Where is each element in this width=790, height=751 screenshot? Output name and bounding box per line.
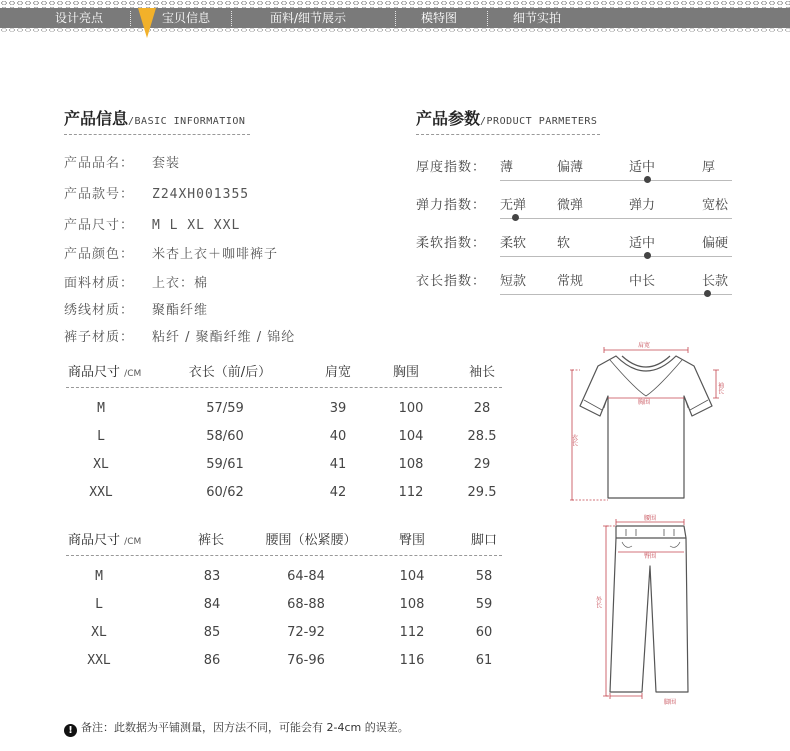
pants-hem-label: 脚围	[664, 699, 677, 706]
bottom_table-cell: 108	[399, 597, 425, 612]
top_table-cell: M	[97, 401, 105, 416]
bottom_table-cell: 64-84	[287, 569, 325, 584]
pants-measure-diagram	[596, 512, 706, 712]
top_table-cell: 104	[398, 429, 424, 444]
bottom_table-cell: 76-96	[287, 653, 325, 668]
top_table-cell: XXL	[89, 485, 113, 500]
measurement-note	[64, 719, 409, 737]
bottom_table-cell: XL	[91, 625, 107, 640]
param-key: 柔软指数：	[416, 236, 487, 251]
bottom-col-hip: 臀围	[398, 533, 426, 548]
bottom_table-cell: XXL	[87, 653, 111, 668]
bottom_table-cell: 60	[475, 625, 493, 640]
bottom-table-divider	[66, 555, 502, 556]
top_table-cell: 29.5	[467, 485, 497, 500]
nav-bar	[0, 8, 790, 28]
tshirt-length-label: 衣长	[570, 434, 578, 446]
bottom_table-cell: M	[95, 569, 103, 584]
param-option: 长款	[702, 274, 729, 289]
top_table-cell: 39	[329, 401, 347, 416]
top_table-cell: 28.5	[467, 429, 497, 444]
top_table-cell: 57/59	[206, 401, 244, 416]
nav-separator	[231, 11, 232, 26]
info-row-name: 产品品名： 套装	[64, 156, 181, 171]
info-row-color: 产品颜色： 米杏上衣＋咖啡裤子	[64, 247, 279, 262]
top-col-sleeve: 袖长	[468, 365, 496, 380]
param-option: 偏硬	[702, 236, 729, 251]
param-option: 弹力	[629, 198, 656, 213]
bottom_table-cell: 112	[399, 625, 425, 640]
bottom-col-length: 裤长	[197, 533, 225, 548]
bottom_table-cell: 59	[475, 597, 493, 612]
param-option: 柔软	[500, 236, 527, 251]
info-row-sizes: 产品尺寸： M L XL XXL	[64, 218, 241, 233]
param-scale-line	[500, 256, 732, 257]
product-params-underline	[416, 134, 600, 135]
nav-separator	[487, 11, 488, 26]
param-option: 偏薄	[557, 160, 584, 175]
param-option: 微弹	[557, 198, 584, 213]
param-selected-dot	[644, 176, 651, 183]
nav-bottom-chain-border	[0, 27, 790, 33]
top_table-cell: 59/61	[206, 457, 244, 472]
param-key: 弹力指数：	[416, 198, 487, 213]
bottom_table-cell: 104	[399, 569, 425, 584]
nav-top-chain-border	[0, 0, 790, 8]
product-info-underline	[64, 134, 250, 135]
top_table-cell: L	[97, 429, 105, 444]
param-option: 宽松	[702, 198, 729, 213]
bottom-table-title: 商品尺寸 /CM	[68, 533, 142, 548]
info-row-style-number: 产品款号： Z24XH001355	[64, 187, 250, 202]
nav-separator	[395, 11, 396, 26]
nav-tab-fabric-details[interactable]: 面料/细节展示	[270, 11, 347, 25]
param-selected-dot	[704, 290, 711, 297]
top_table-cell: 58/60	[206, 429, 244, 444]
param-option: 无弹	[500, 198, 527, 213]
tshirt-chest-label: 胸围	[638, 399, 651, 406]
bottom-col-hem: 脚口	[470, 533, 498, 548]
top_table-cell: 108	[398, 457, 424, 472]
top_table-cell: 100	[398, 401, 424, 416]
bottom-col-waist: 腰围（松紧腰）	[265, 533, 357, 548]
pants-length-label: 外长	[594, 596, 602, 608]
product-info-title: 产品信息/BASIC INFORMATION	[64, 109, 246, 128]
bottom_table-cell: 116	[399, 653, 425, 668]
pants-waist-label: 腰围	[644, 515, 657, 522]
param-key: 厚度指数：	[416, 160, 487, 175]
product-params-title: 产品参数/PRODUCT PARMETERS	[416, 109, 598, 128]
param-key: 衣长指数：	[416, 274, 487, 289]
nav-tab-design-highlights[interactable]: 设计亮点	[55, 11, 104, 25]
param-option: 薄	[500, 160, 514, 175]
warning-icon: !	[64, 724, 77, 737]
param-scale-line	[500, 180, 732, 181]
top_table-cell: 60/62	[206, 485, 244, 500]
bottom_table-cell: 83	[203, 569, 221, 584]
top-col-length: 衣长（前/后）	[188, 365, 272, 380]
tshirt-measure-diagram	[570, 338, 730, 508]
top_table-cell: 42	[329, 485, 347, 500]
param-option: 中长	[629, 274, 656, 289]
bottom_table-cell: 84	[203, 597, 221, 612]
tshirt-sleeve-label: 袖长	[716, 382, 724, 394]
bottom_table-cell: 86	[203, 653, 221, 668]
bottom_table-cell: 61	[475, 653, 493, 668]
nav-tab-model-photos[interactable]: 模特图	[421, 11, 458, 25]
info-row-fabric: 面料材质： 上衣：棉	[64, 276, 209, 291]
top-col-shoulder: 肩宽	[324, 365, 352, 380]
bottom_table-cell: 72-92	[287, 625, 325, 640]
param-option: 适中	[629, 236, 656, 251]
top-col-chest: 胸围	[392, 365, 420, 380]
note-text: 备注：此数据为平铺测量，因方法不同，可能会有 2-4cm 的误差。	[81, 721, 409, 734]
nav-tab-detail-shots[interactable]: 细节实拍	[513, 11, 562, 25]
active-tab-marker-icon	[138, 8, 156, 38]
tshirt-shoulder-label: 肩宽	[638, 342, 651, 349]
param-option: 常规	[557, 274, 584, 289]
bottom_table-cell: L	[95, 597, 103, 612]
bottom_table-cell: 68-88	[287, 597, 325, 612]
bottom_table-cell: 58	[475, 569, 493, 584]
param-option: 适中	[629, 160, 656, 175]
top_table-cell: XL	[93, 457, 109, 472]
param-scale-line	[500, 218, 732, 219]
top_table-cell: 41	[329, 457, 347, 472]
top_table-cell: 40	[329, 429, 347, 444]
param-selected-dot	[512, 214, 519, 221]
param-selected-dot	[644, 252, 651, 259]
param-option: 软	[557, 236, 571, 251]
info-row-embroidery: 绣线材质： 聚酯纤维	[64, 303, 209, 318]
top_table-cell: 28	[473, 401, 491, 416]
param-scale-line	[500, 294, 732, 295]
param-option: 厚	[702, 160, 716, 175]
info-row-pants-material: 裤子材质： 粘纤 / 聚酯纤维 / 锦纶	[64, 330, 296, 345]
nav-separator	[130, 11, 131, 26]
param-option: 短款	[500, 274, 527, 289]
top_table-cell: 112	[398, 485, 424, 500]
top_table-cell: 29	[473, 457, 491, 472]
bottom_table-cell: 85	[203, 625, 221, 640]
pants-hip-label: 臀围	[644, 553, 657, 560]
nav-tab-product-info[interactable]: 宝贝信息	[162, 11, 211, 25]
top-table-title: 商品尺寸 /CM	[68, 365, 142, 380]
top-table-divider	[66, 387, 502, 388]
